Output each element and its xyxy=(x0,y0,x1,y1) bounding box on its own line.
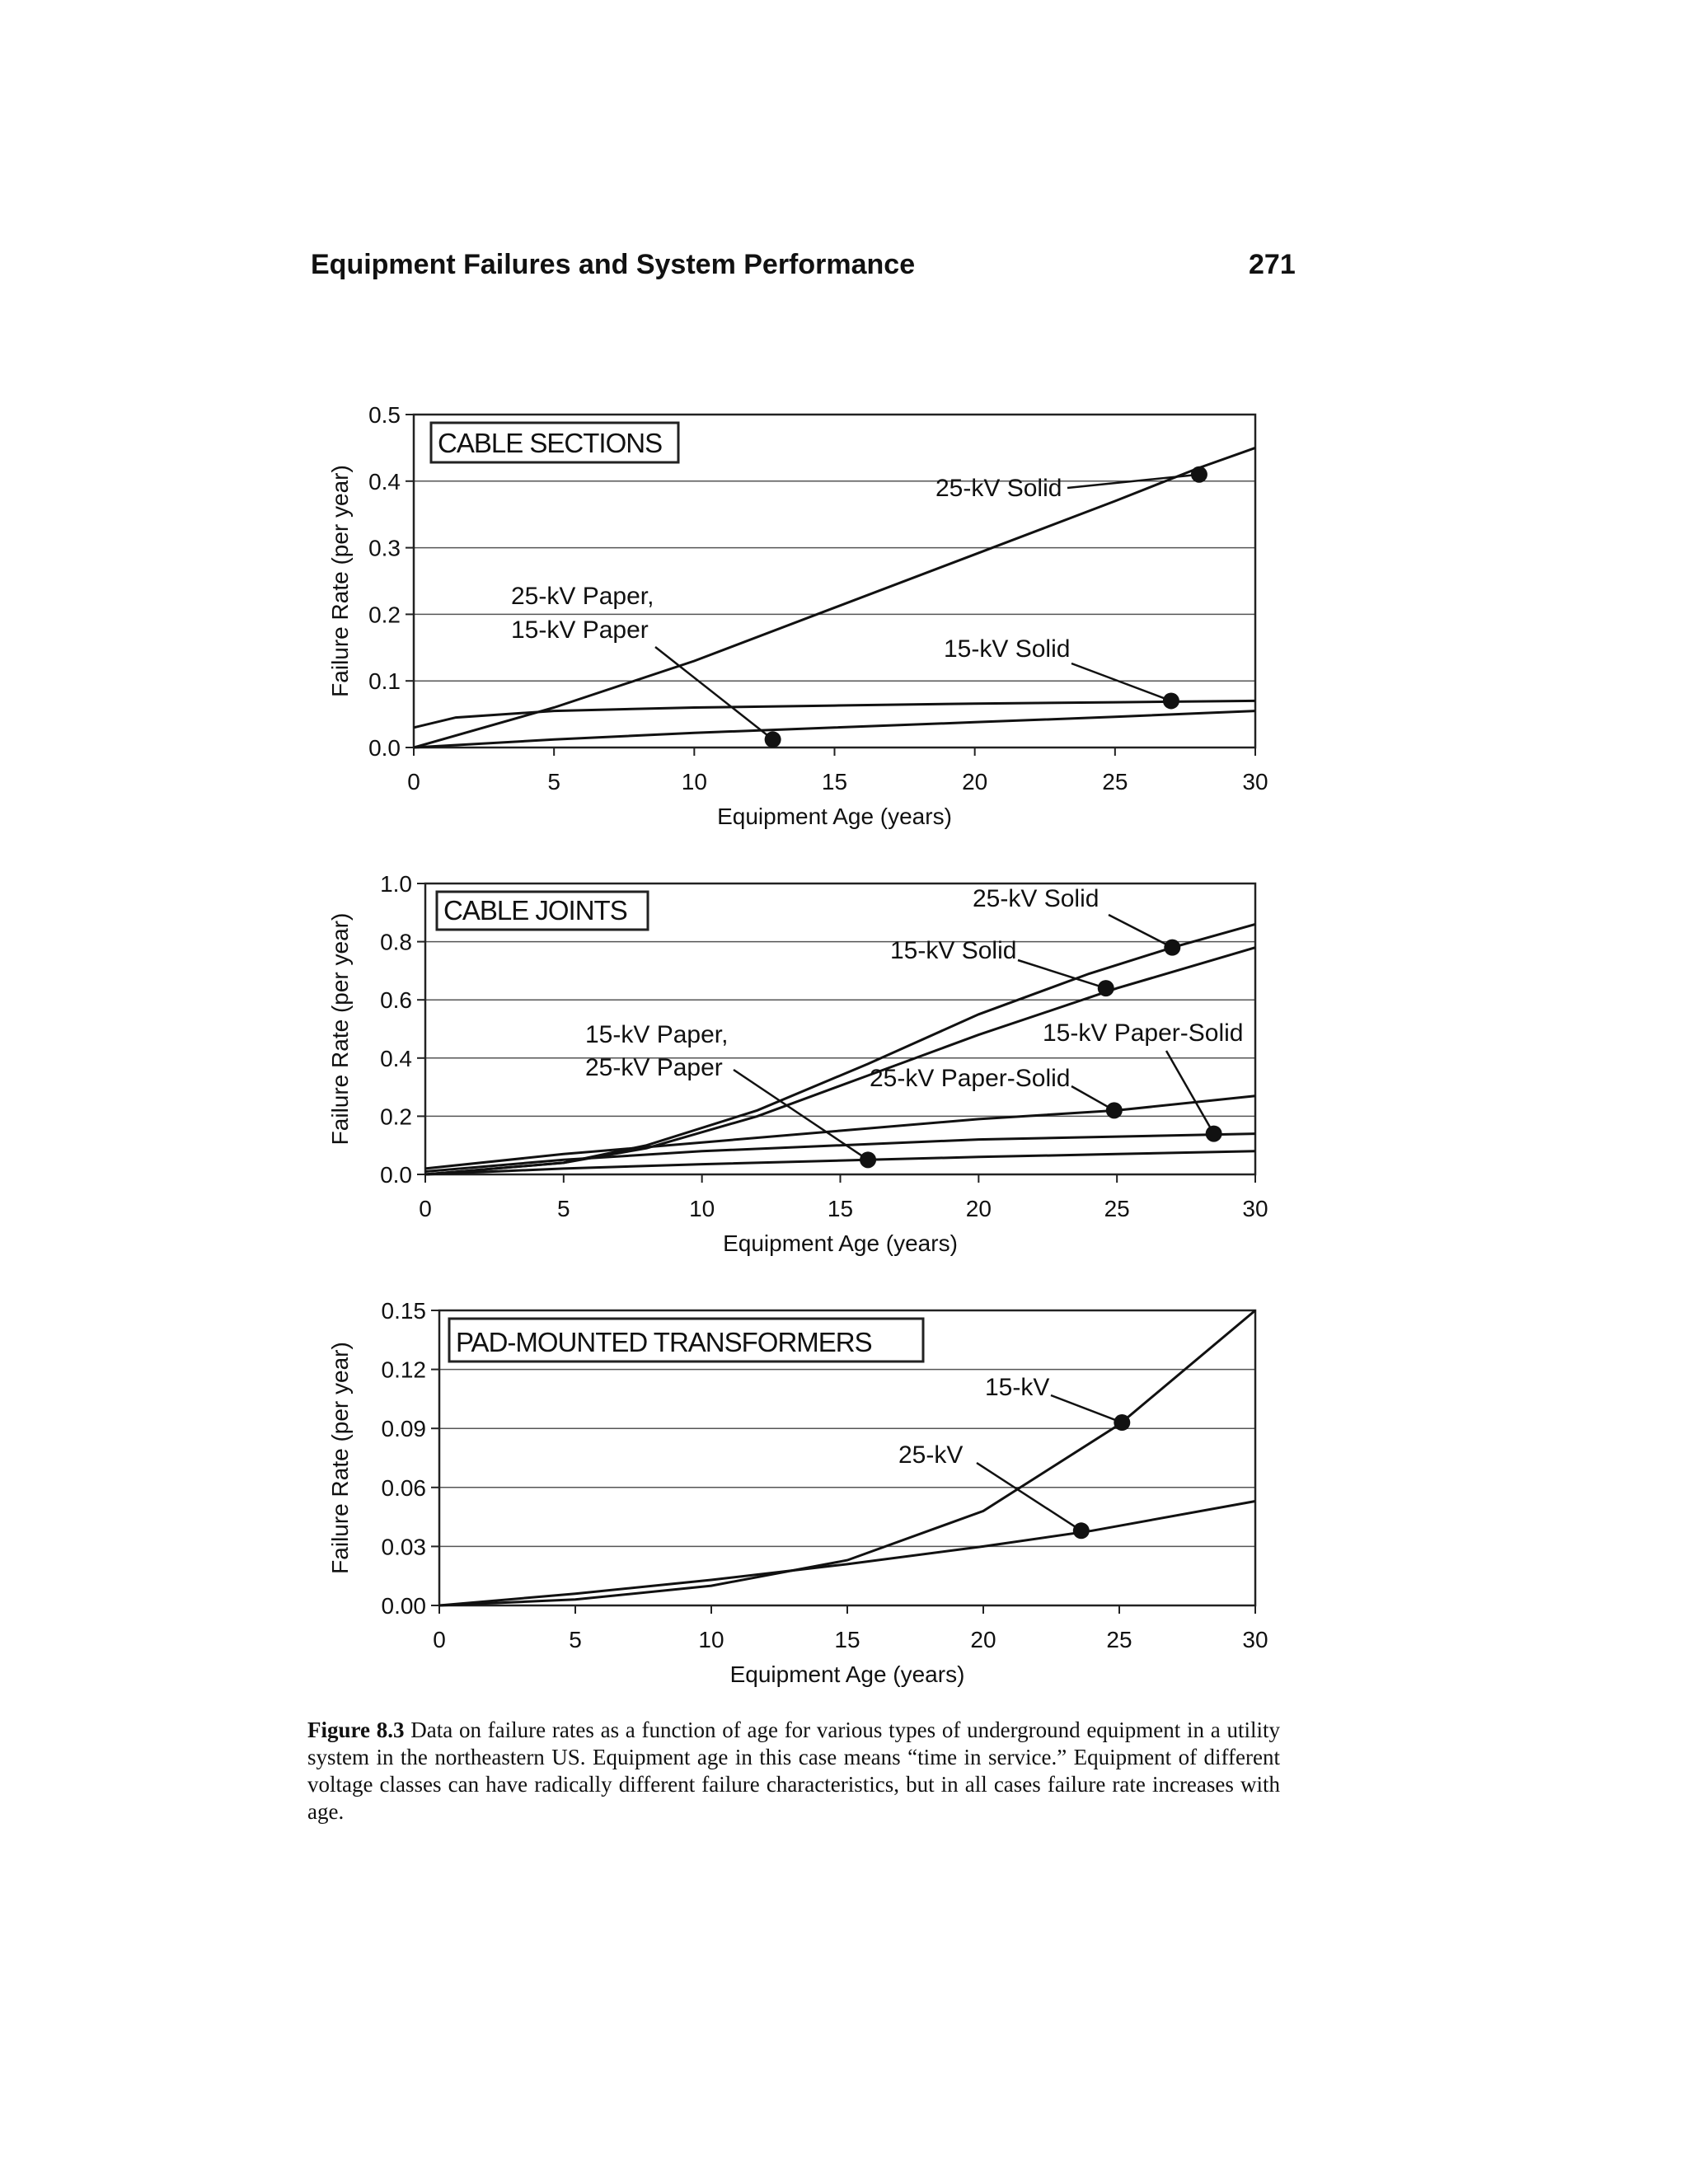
annotation-leader-line xyxy=(1109,915,1172,948)
y-tick-label: 0.5 xyxy=(368,402,401,428)
x-tick-label: 30 xyxy=(1242,1627,1268,1652)
chart-title: CABLE SECTIONS xyxy=(438,428,663,458)
annotation-marker xyxy=(860,1151,876,1168)
x-tick-label: 30 xyxy=(1242,769,1268,794)
y-tick-label: 0.4 xyxy=(368,468,401,494)
x-tick-label: 25 xyxy=(1104,1196,1130,1221)
annotation-label: 25-kV Paper-Solid xyxy=(870,1065,1071,1092)
y-tick-label: 1.0 xyxy=(380,871,412,897)
annotation-label: 25-kV Solid xyxy=(973,885,1100,912)
figure-label: Figure 8.3 xyxy=(307,1718,405,1742)
y-tick-label: 0.03 xyxy=(381,1534,426,1560)
y-tick-label: 0.12 xyxy=(381,1357,426,1383)
x-tick-label: 30 xyxy=(1242,1196,1268,1221)
annotation-label: 15-kV Solid xyxy=(890,937,1017,964)
annotation-leader-line xyxy=(655,647,773,739)
series-line xyxy=(414,701,1255,727)
x-tick-label: 25 xyxy=(1106,1627,1132,1652)
running-header-title: Equipment Failures and System Performance xyxy=(311,249,916,280)
y-tick-label: 0.2 xyxy=(368,602,401,628)
x-axis-label: Equipment Age (years) xyxy=(717,804,952,829)
y-tick-label: 0.06 xyxy=(381,1474,426,1501)
annotation-marker xyxy=(1106,1102,1123,1118)
y-tick-label: 0.00 xyxy=(381,1593,426,1619)
chart-3 xyxy=(327,1298,1268,1687)
y-axis-label: Failure Rate (per year) xyxy=(327,1342,353,1574)
annotation-label: 15-kV Solid xyxy=(944,635,1071,663)
y-tick-label: 0.3 xyxy=(368,535,401,561)
x-tick-label: 0 xyxy=(433,1627,446,1652)
annotation-leader-line xyxy=(1071,663,1171,701)
figure-caption xyxy=(307,1717,1280,1825)
chart-title: PAD-MOUNTED TRANSFORMERS xyxy=(456,1327,872,1357)
series-line xyxy=(414,711,1255,748)
x-axis-label: Equipment Age (years) xyxy=(723,1230,958,1256)
page-number: 271 xyxy=(1249,249,1296,280)
caption-text: Data on failure rates as a function of age for various types of underground equipment in a utility system in the northeastern US. Equipment age in this case means “time in service.” Equipment of different voltage classes can have radically different failure characteristics, but in all cases failure rate increases with age. xyxy=(307,1718,1280,1824)
x-tick-label: 10 xyxy=(689,1196,715,1221)
annotation-label: 15-kV xyxy=(985,1374,1050,1401)
x-tick-label: 0 xyxy=(407,769,420,794)
annotation-marker xyxy=(1164,940,1180,956)
y-tick-label: 0.6 xyxy=(380,987,412,1014)
annotation-marker xyxy=(1114,1414,1130,1431)
chart-2 xyxy=(327,871,1268,1256)
y-tick-label: 0.2 xyxy=(380,1104,412,1130)
annotation-label: 15-kV Paper xyxy=(511,616,649,644)
x-tick-label: 10 xyxy=(681,769,707,794)
y-tick-label: 0.1 xyxy=(368,668,401,695)
chart-title: CABLE JOINTS xyxy=(443,895,627,926)
x-tick-label: 5 xyxy=(547,769,560,794)
annotation-label: 15-kV Paper-Solid xyxy=(1043,1019,1244,1047)
series-line xyxy=(425,1096,1255,1169)
x-tick-label: 15 xyxy=(821,769,848,794)
annotation-label: 25-kV Paper xyxy=(585,1054,723,1081)
annotation-leader-line xyxy=(1166,1051,1214,1134)
annotation-label: 25-kV Solid xyxy=(935,475,1062,502)
y-tick-label: 0.4 xyxy=(380,1045,412,1071)
annotation-label: 25-kV Paper, xyxy=(511,583,654,610)
annotation-leader-line xyxy=(1051,1395,1122,1422)
x-tick-label: 5 xyxy=(569,1627,582,1652)
y-tick-label: 0.09 xyxy=(381,1416,426,1442)
x-tick-label: 20 xyxy=(965,1196,992,1221)
annotation-label: 15-kV Paper, xyxy=(585,1021,729,1048)
annotation-label: 25-kV xyxy=(898,1441,964,1469)
annotation-marker xyxy=(1098,980,1114,996)
x-tick-label: 10 xyxy=(698,1627,724,1652)
x-tick-label: 15 xyxy=(834,1627,860,1652)
y-tick-label: 0.15 xyxy=(381,1298,426,1324)
x-tick-label: 25 xyxy=(1102,769,1128,794)
x-tick-label: 0 xyxy=(419,1196,432,1221)
chart-1 xyxy=(327,402,1268,829)
annotation-marker xyxy=(1206,1126,1222,1142)
annotation-marker xyxy=(1163,692,1179,709)
y-axis-label: Failure Rate (per year) xyxy=(327,912,353,1146)
x-tick-label: 20 xyxy=(962,769,988,794)
y-tick-label: 0.0 xyxy=(380,1162,412,1188)
annotation-marker xyxy=(765,731,781,748)
x-tick-label: 5 xyxy=(557,1196,570,1221)
x-tick-label: 20 xyxy=(970,1627,996,1652)
plot-frame xyxy=(414,415,1255,748)
series-line xyxy=(439,1502,1255,1606)
annotation-leader-line xyxy=(977,1463,1081,1530)
x-axis-label: Equipment Age (years) xyxy=(729,1661,965,1687)
x-tick-label: 15 xyxy=(827,1196,854,1221)
y-tick-label: 0.8 xyxy=(380,929,412,955)
y-tick-label: 0.0 xyxy=(368,735,401,761)
y-axis-label: Failure Rate (per year) xyxy=(327,465,353,697)
annotation-marker xyxy=(1191,466,1207,483)
annotation-marker xyxy=(1073,1522,1090,1539)
